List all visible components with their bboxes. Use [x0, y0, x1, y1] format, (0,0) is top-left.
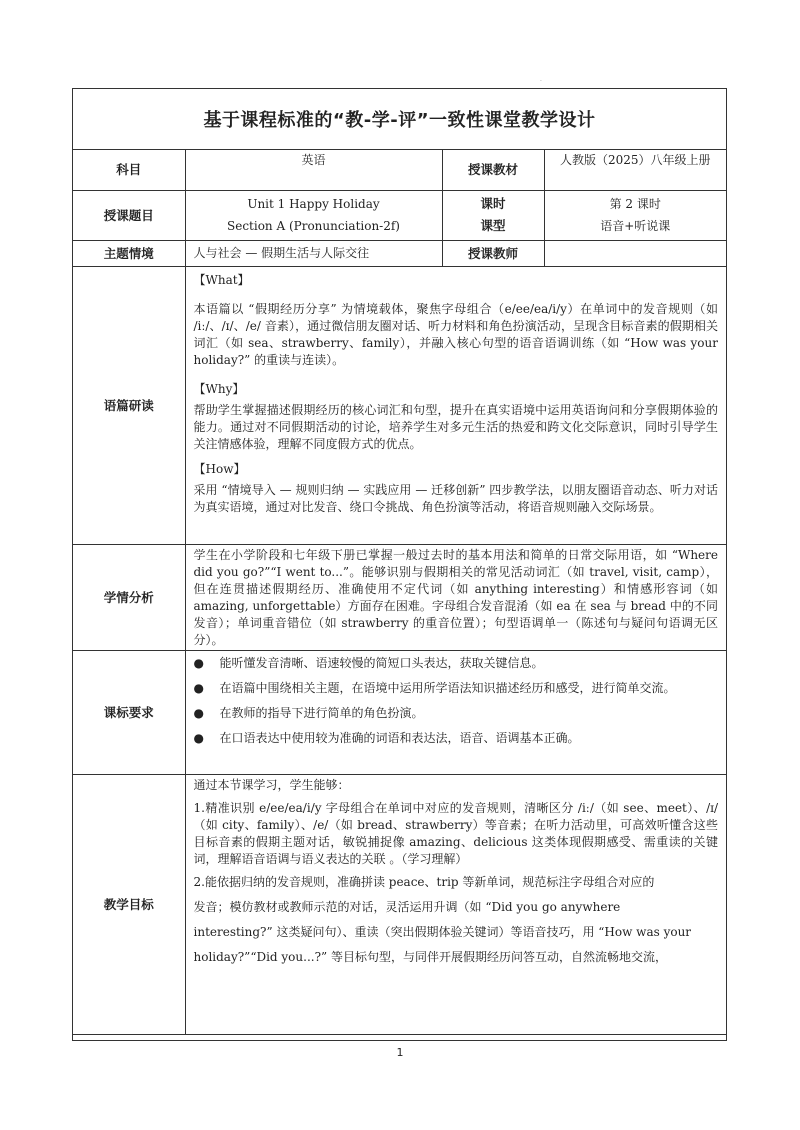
objectives-intro: 通过本节课学习，学生能够： [193, 777, 350, 792]
subject-row [73, 150, 726, 190]
analysis-content [185, 266, 726, 544]
objectives-content [185, 774, 726, 1034]
how-text: 采用 “情境导入 — 规则归纳 — 实践应用 — 迁移创新” 四步教学法，以朋友圈语音动态、听力对话为真实语境，通过对比发音、绕口令挑战、角色扮演等活动，将语音规则融入交际场景。 [193, 482, 718, 514]
learners-label: 学情分析 [73, 544, 185, 650]
objective-1: 1.精准识别 e/ee/ea/i/y 字母组合在单词中对应的发音规则，清晰区分 /iː/（如 see、meet）、/ɪ/（如 city、family）、/e/（如 bread、strawberry）等音素；在听力活动里，可高效听懂含这些目标音素的假期主题对话，敏锐捕捉像 amazing、delicious 这类体现假期感受、需重读的关键词，理解语音语调与语义表达的关联 。（学习理解） [193, 800, 718, 866]
bullet-icon: ● [193, 680, 204, 695]
what-tag: 【What】 [193, 272, 250, 287]
what-text: 本语篇以 “假期经历分享” 为情境载体，聚焦字母组合（e/ee/ea/i/y）在单词中的发音规则（如 /iː/、/ɪ/、/e/ 音素），通过微信朋友圈对话、听力材料和角色扮演活动，呈现含目标音素的假期相关词汇（如 sea、strawberry、family），并融入核心句型的语音语调训练（如 “How was your holiday?” 的重读与连读）。 [193, 301, 718, 367]
topic-row [73, 190, 726, 240]
objective-2-line-4: holiday?”“Did you...?” 等目标句型，与同伴开展假期经历问答互动，自然流畅地交流， [193, 949, 667, 964]
learners-text: 学生在小学阶段和七年级下册已掌握一般过去时的基本用法和简单的日常交际用语，如 “Where did you go?”“I went to...”。能够识别与假期相关的常见活动词汇（如 travel, visit, camp），但在连贯描述假期经历、准确使用不定代词（如 anything interesting）和情感形容词（如 amazing, unforgettable）方面存在困难。字母组合发音混淆（如 ea 在 sea 与 bread 中的不同发音）；单词重音错位（如 strawberry 的重音位置）；句型语调单一（陈述句与疑问句语调无区分）。 [193, 547, 718, 647]
theme-row [73, 240, 726, 266]
page-title: 基于课程标准的“教-学-评”一致性课堂教学设计 [73, 89, 726, 150]
page-number: 1 [396, 1046, 404, 1059]
type-label: 课型 [480, 218, 506, 233]
standard-item [186, 680, 727, 697]
topic-label: 授课题目 [73, 190, 185, 240]
teacher-value [544, 240, 726, 266]
standard-item [186, 730, 727, 747]
standards-label: 课标要求 [73, 650, 185, 774]
bullet-icon: ● [193, 730, 204, 745]
material-label: 授课教材 [442, 150, 544, 190]
theme-label: 主题情境 [73, 240, 185, 266]
standard-item [186, 705, 727, 722]
period-value: 第 2 课时 [609, 196, 661, 211]
subject-value: 英语 [185, 150, 442, 190]
lesson-plan-table [73, 150, 726, 1035]
standard-text: 在语篇中围绕相关主题，在语境中运用所学语法知识描述经历和感受，进行简单交流。 [219, 680, 676, 695]
learners-row [73, 544, 726, 650]
objective-2-line-2: 发音；模仿教材或教师示范的对话，灵活运用升调（如 “Did you go anywhere [193, 899, 621, 914]
lesson-plan-page [72, 88, 727, 1041]
theme-value: 人与社会 — 假期生活与人际交往 [185, 240, 442, 266]
scan-dot: · [540, 78, 542, 85]
material-value: 人教版（2025）八年级上册 [544, 150, 726, 190]
bullet-icon: ● [193, 655, 204, 670]
why-tag: 【Why】 [193, 381, 245, 396]
standard-item [186, 655, 727, 672]
standard-text: 在口语表达中使用较为准确的词语和表达法，语音、语调基本正确。 [219, 730, 580, 745]
topic-line-1: Unit 1 Happy Holiday [247, 196, 380, 211]
objectives-label: 教学目标 [73, 774, 185, 1034]
analysis-label: 语篇研读 [73, 266, 185, 544]
standards-row [73, 650, 726, 774]
topic-value [185, 190, 442, 240]
subject-label: 科目 [73, 150, 185, 190]
objective-2-line-3: interesting?” 这类疑问句）、重读（突出假期体验关键词）等语音技巧，用 “How was your [193, 924, 692, 939]
teacher-label: 授课教师 [442, 240, 544, 266]
period-type-values [544, 190, 726, 240]
standards-content [185, 650, 726, 774]
topic-line-2: Section A (Pronunciation-2f) [227, 218, 400, 233]
type-value: 语音+听说课 [600, 218, 671, 233]
analysis-row [73, 266, 726, 544]
how-tag: 【How】 [193, 461, 246, 476]
standard-text: 能听懂发音清晰、语速较慢的简短口头表达，获取关键信息。 [219, 655, 544, 670]
why-text: 帮助学生掌握描述假期经历的核心词汇和句型，提升在真实语境中运用英语询问和分享假期体验的能力。通过对不同假期活动的讨论，培养学生对多元生活的热爱和跨文化交际意识，同时引导学生关注情感体验，理解不同度假方式的优点。 [193, 402, 718, 451]
bullet-icon: ● [193, 705, 204, 720]
standard-text: 在教师的指导下进行简单的角色扮演。 [219, 705, 424, 720]
period-label: 课时 [480, 196, 506, 211]
learners-content [185, 544, 726, 650]
objective-2-line-1: 2.能依据归纳的发音规则，准确拼读 peace、trip 等新单词，规范标注字母组合对应的 [193, 874, 655, 889]
period-type-labels [442, 190, 544, 240]
objectives-row [73, 774, 726, 1034]
